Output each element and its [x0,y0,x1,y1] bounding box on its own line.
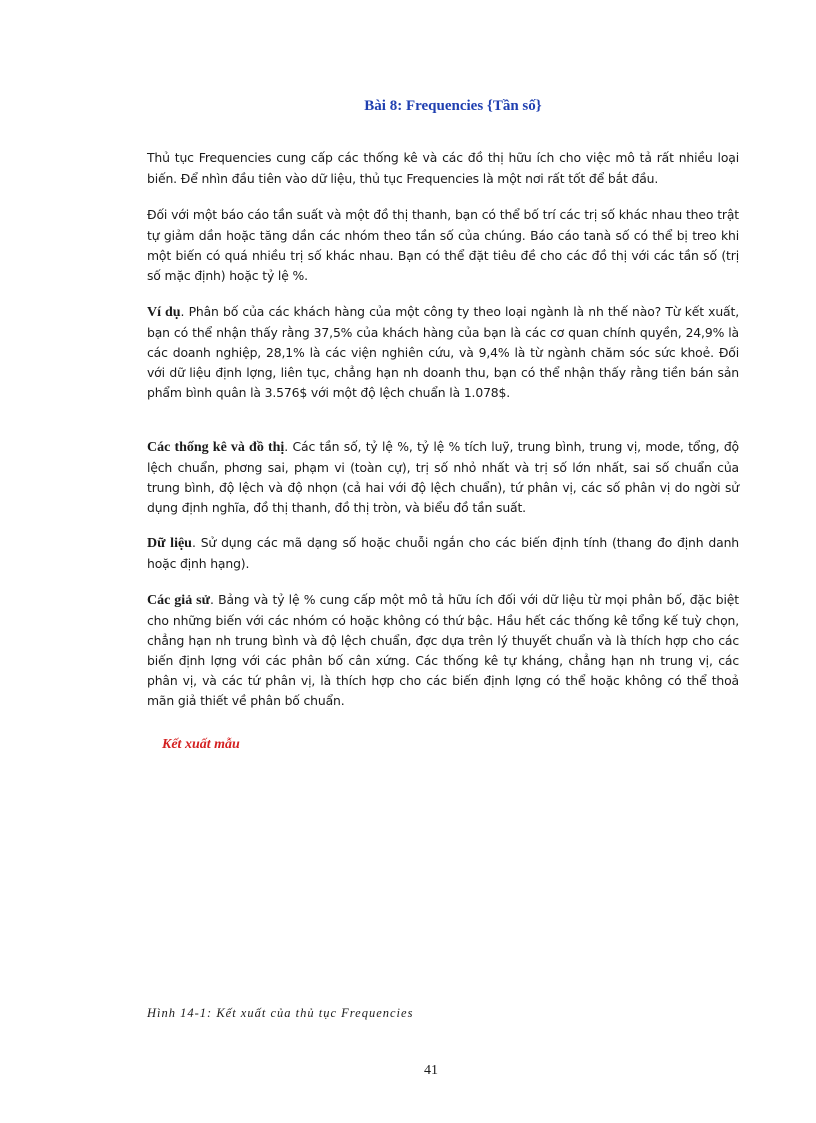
paragraph-statistics [147,437,739,518]
page-title: Bài 8: Frequencies {Tần số} [364,98,542,114]
paragraph-lead: Các thống kê và đồ thị [147,440,285,455]
paragraph-lead: Ví dụ [147,305,181,320]
paragraph-intro [147,148,739,189]
paragraph-example [147,302,739,403]
paragraph-report [147,205,739,286]
paragraph-text: Đối với một báo cáo tần suất và một đồ thị thanh, bạn có thể bố trí các trị số khác nhau theo trật tự giảm dần hoặc tăng dần các nhóm theo tần số của chúng. Báo cáo tanà số có thể bị treo khi một biến có quá nhiều trị số khác nhau. Bạn có thể đặt tiêu đề cho các đồ thị với các tần số (trị số mặc định) hoặc tỷ lệ %. [147,207,739,283]
paragraph-text: . Các tần số, tỷ lệ %, tỷ lệ % tích luỹ, trung bình, trung vị, mode, tổng, độ lệch chuẩn, phơng sai, phạm vi (toàn cự), trị số nhỏ nhất và trị số lớn nhất, sai số chuẩn của trung bình, độ lệch và độ nhọn (cả hai với độ lệch chuẩn), tứ phân vị, các số phân vị do ngời sử dụng định nghĩa, đồ thị thanh, đồ thị tròn, và biểu đồ tần suất. [147,439,739,515]
page-number: 41 [424,1063,438,1078]
paragraph-lead: Dữ liệu [147,536,192,551]
paragraph-text: . Phân bố của các khách hàng của một công ty theo loại ngành là nh thế nào? Từ kết xuất, bạn có thể nhận thấy rằng 37,5% của khách hàng của bạn là các cơ quan chính quyền, 24,9% là các doanh nghiệp, 28,1% là các viện nghiên cứu, và 9,4% là từ ngành chăm sóc sức khoẻ. Đối với dữ liệu định lợng, liên tục, chẳng hạn nh doanh thu, bạn có thể nhận thấy rằng tiền bán sản phẩm bình quân là 3.576$ với một độ lệch chuẩn là 1.078$. [147,304,739,400]
paragraph-assumptions [147,590,739,711]
paragraph-data [147,533,739,574]
paragraph-lead: Các giả sử [147,593,211,608]
paragraph-text: Thủ tục Frequencies cung cấp các thống kê và các đồ thị hữu ích cho việc mô tả rất nhiều loại biến. Để nhìn đầu tiên vào dữ liệu, thủ tục Frequencies là một nơi rất tốt để bắt đầu. [147,150,739,186]
sample-output-heading: Kết xuất mẫu [162,737,240,752]
paragraph-text: . Sử dụng các mã dạng số hoặc chuỗi ngắn cho các biến định tính (thang đo định danh hoặc định hạng). [147,535,739,571]
figure-caption: Hình 14-1: Kết xuất của thủ tục Frequencies [147,1006,414,1020]
paragraph-text: . Bảng và tỷ lệ % cung cấp một mô tả hữu ích đối với dữ liệu từ mọi phân bố, đặc biệt cho những biến với các nhóm có hoặc không có thứ bậc. Hầu hết các thống kê tổng kế tuỳ chọn, chẳng hạn nh trung bình và độ lệch chuẩn, đợc dựa trên lý thuyết chuẩn và là thích hợp cho các biến định lợng với các phân bố cân xứng. Các thống kê tự kháng, chẳng hạn nh trung vị, các phân vị, và các tứ phân vị, là thích hợp cho các biến định lợng có thể hoặc không có thể thoả mãn giả thiết về phân bố chuẩn. [147,592,739,708]
